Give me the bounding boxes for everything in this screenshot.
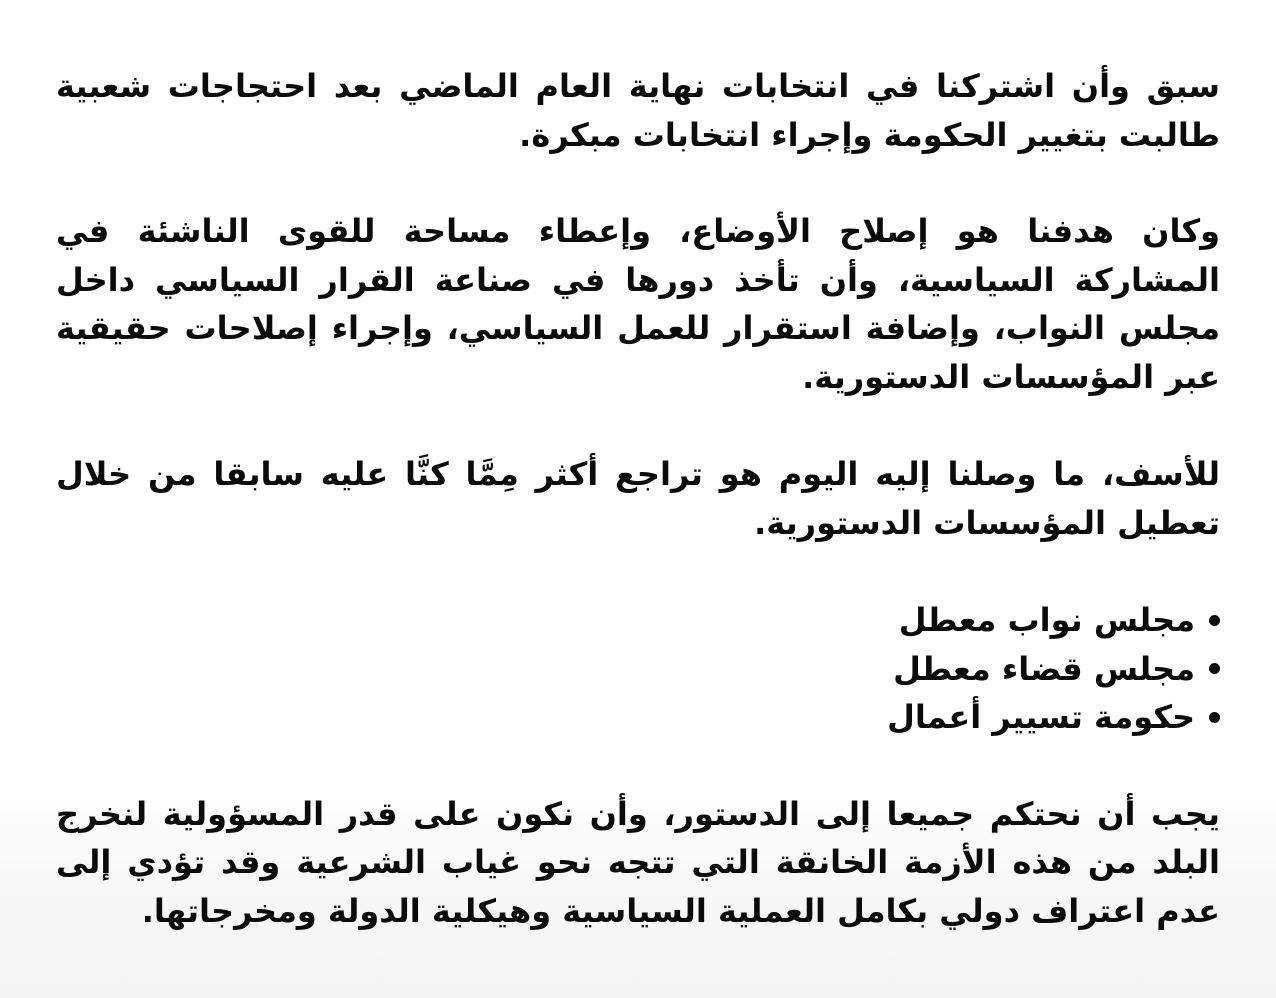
bullet-text: حكومة تسيير أعمال [887,698,1195,736]
paragraph-elections: سبق وأن اشتركنا في انتخابات نهاية العام الماضي بعد احتجاجات شعبية طالبت بتغيير الحكومة وإجراء انتخابات مبكرة. [56,67,1220,154]
list-item [56,693,1220,742]
statement-text [56,62,1220,983]
paragraph-goals: وكان هدفنا هو إصلاح الأوضاع، وإعطاء مساحة للقوى الناشئة في المشاركة السياسية، وأن تأخذ دورها في صناعة القرار السياسي داخل مجلس النواب، وإضافة استقرار للعمل السياسي، وإجراء إصلاحات حقيقية عبر المؤسسات الدستورية. [56,212,1220,396]
paragraph-regression: للأسف، ما وصلنا إليه اليوم هو تراجع أكثر مِمَّا كنَّا عليه سابقا من خلال تعطيل المؤسسات الدستورية. [56,455,1220,542]
bullet-text: مجلس قضاء معطل [893,649,1195,688]
list-item [56,645,1220,694]
list-item [56,596,1220,645]
bullet-list [56,596,1220,742]
bullet-icon [1209,712,1220,723]
bullet-text: مجلس نواب معطل [898,601,1195,639]
paragraph-constitution: يجب أن نحتكم جميعا إلى الدستور، وأن نكون على قدر المسؤولية لنخرج البلد من هذه الأزمة الخانقة التي تتجه نحو غياب الشرعية وقد تؤدي إلى عدم اعتراف دولي بكامل العملية السياسية وهيكلية الدولة ومخرجاتها. [56,794,1220,930]
bullet-icon [1209,663,1220,674]
bullet-icon [1209,615,1220,626]
